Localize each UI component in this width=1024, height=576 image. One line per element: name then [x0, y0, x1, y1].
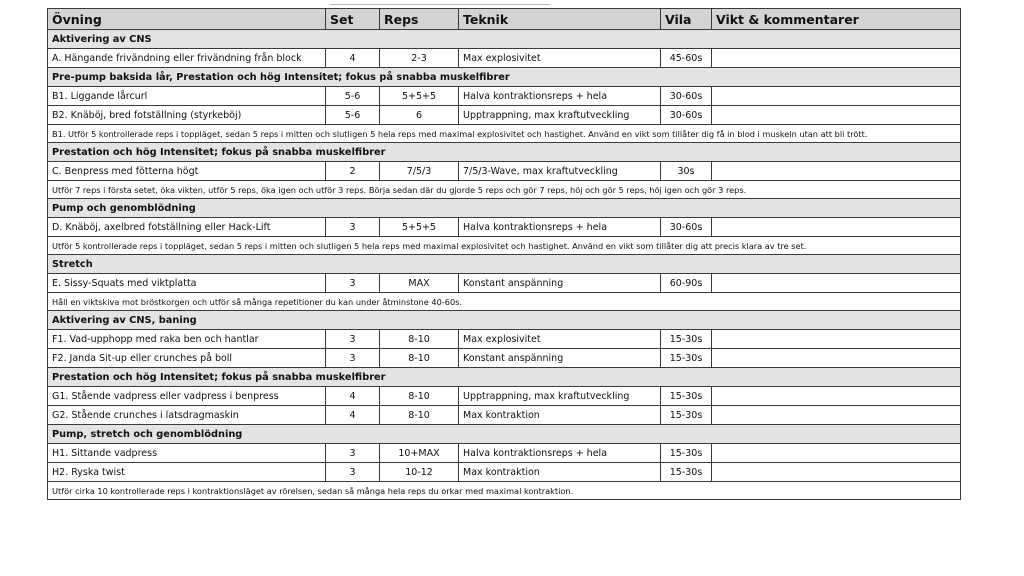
exercise-teknik: Max explosivitet — [459, 330, 661, 349]
note-row — [48, 482, 961, 500]
note-row — [48, 293, 961, 311]
exercise-kommentar — [712, 349, 961, 368]
exercise-kommentar — [712, 330, 961, 349]
exercise-kommentar — [712, 444, 961, 463]
exercise-teknik: Halva kontraktionsreps + hela — [459, 87, 661, 106]
section-title: Prestation och hög Intensitet; fokus på snabba muskelfibrer — [48, 143, 961, 162]
exercise-reps: 10-12 — [380, 463, 459, 482]
exercise-name: B1. Liggande lårcurl — [48, 87, 326, 106]
exercise-teknik: Max kontraktion — [459, 406, 661, 425]
exercise-row — [48, 406, 961, 425]
exercise-reps: 2-3 — [380, 49, 459, 68]
exercise-name: H2. Ryska twist — [48, 463, 326, 482]
workout-table — [47, 8, 961, 500]
exercise-teknik: Upptrappning, max kraftutveckling — [459, 106, 661, 125]
section-row — [48, 425, 961, 444]
exercise-kommentar — [712, 463, 961, 482]
exercise-row — [48, 444, 961, 463]
header-vila: Vila — [661, 9, 712, 30]
exercise-vila: 15-30s — [661, 330, 712, 349]
header-reps: Reps — [380, 9, 459, 30]
exercise-set: 2 — [326, 162, 380, 181]
exercise-kommentar — [712, 106, 961, 125]
exercise-name: C. Benpress med fötterna högt — [48, 162, 326, 181]
exercise-reps: 5+5+5 — [380, 218, 459, 237]
exercise-row — [48, 106, 961, 125]
exercise-set: 3 — [326, 274, 380, 293]
section-row — [48, 311, 961, 330]
exercise-reps: 8-10 — [380, 387, 459, 406]
exercise-name: E. Sissy-Squats med viktplatta — [48, 274, 326, 293]
header-vikt-kommentarer: Vikt & kommentarer — [712, 9, 961, 30]
section-row — [48, 68, 961, 87]
exercise-reps: 6 — [380, 106, 459, 125]
exercise-reps: MAX — [380, 274, 459, 293]
exercise-kommentar — [712, 162, 961, 181]
exercise-reps: 8-10 — [380, 349, 459, 368]
exercise-row — [48, 387, 961, 406]
exercise-set: 3 — [326, 349, 380, 368]
header-teknik: Teknik — [459, 9, 661, 30]
exercise-reps: 10+MAX — [380, 444, 459, 463]
section-row — [48, 368, 961, 387]
exercise-teknik: Konstant anspänning — [459, 349, 661, 368]
exercise-set: 3 — [326, 444, 380, 463]
exercise-vila: 15-30s — [661, 349, 712, 368]
exercise-name: F2. Janda Sit-up eller crunches på boll — [48, 349, 326, 368]
exercise-set: 3 — [326, 330, 380, 349]
section-title: Prestation och hög Intensitet; fokus på snabba muskelfibrer — [48, 368, 961, 387]
section-title: Pump och genomblödning — [48, 199, 961, 218]
exercise-vila: 15-30s — [661, 406, 712, 425]
exercise-row — [48, 274, 961, 293]
exercise-vila: 30-60s — [661, 87, 712, 106]
exercise-row — [48, 49, 961, 68]
exercise-row — [48, 218, 961, 237]
exercise-kommentar — [712, 87, 961, 106]
exercise-vila: 30-60s — [661, 218, 712, 237]
exercise-reps: 8-10 — [380, 330, 459, 349]
exercise-row — [48, 330, 961, 349]
exercise-set: 4 — [326, 49, 380, 68]
exercise-reps: 5+5+5 — [380, 87, 459, 106]
note-text: B1. Utför 5 kontrollerade reps i toppläget, sedan 5 reps i mitten och slutligen 5 hela reps med maximal explosivitet och hastighet. Använd en vikt som tillåter dig få in blod i muskeln utan att bli trött. — [48, 125, 961, 143]
header-row — [48, 9, 961, 30]
section-title: Pre-pump baksida lår, Prestation och hög Intensitet; fokus på snabba muskelfibrer — [48, 68, 961, 87]
exercise-set: 3 — [326, 218, 380, 237]
section-title: Aktivering av CNS, baning — [48, 311, 961, 330]
exercise-vila: 15-30s — [661, 387, 712, 406]
note-text: Utför 7 reps i första setet, öka vikten, utför 5 reps, öka igen och utför 3 reps. Börja sedan där du gjorde 5 reps och gör 7 reps, höj och gör 5 reps, höj igen och gör 3 reps. — [48, 181, 961, 199]
exercise-teknik: Halva kontraktionsreps + hela — [459, 218, 661, 237]
exercise-name: B2. Knäböj, bred fotställning (styrkeböj) — [48, 106, 326, 125]
exercise-reps: 7/5/3 — [380, 162, 459, 181]
exercise-set: 5-6 — [326, 106, 380, 125]
exercise-name: G2. Stående crunches i latsdragmaskin — [48, 406, 326, 425]
note-text: Utför cirka 10 kontrollerade reps i kontraktionsläget av rörelsen, sedan så många hela reps du orkar med maximal kontraktion. — [48, 482, 961, 500]
exercise-kommentar — [712, 218, 961, 237]
exercise-vila: 45-60s — [661, 49, 712, 68]
exercise-vila: 30s — [661, 162, 712, 181]
exercise-name: G1. Stående vadpress eller vadpress i benpress — [48, 387, 326, 406]
exercise-kommentar — [712, 387, 961, 406]
exercise-vila: 15-30s — [661, 444, 712, 463]
exercise-row — [48, 87, 961, 106]
section-title: Stretch — [48, 255, 961, 274]
exercise-name: D. Knäböj, axelbred fotställning eller Hack-Lift — [48, 218, 326, 237]
exercise-teknik: Upptrappning, max kraftutveckling — [459, 387, 661, 406]
note-text: Håll en viktskiva mot bröstkorgen och utför så många repetitioner du kan under åtminstone 40-60s. — [48, 293, 961, 311]
section-title: Pump, stretch och genomblödning — [48, 425, 961, 444]
exercise-set: 3 — [326, 463, 380, 482]
exercise-name: A. Hängande frivändning eller frivändning från block — [48, 49, 326, 68]
exercise-row — [48, 162, 961, 181]
exercise-vila: 30-60s — [661, 106, 712, 125]
note-text: Utför 5 kontrollerade reps i toppläget, sedan 5 reps i mitten och slutligen 5 hela reps med maximal explosivitet och hastighet. Använd en vikt som tillåter dig att precis klara av tre set. — [48, 237, 961, 255]
exercise-reps: 8-10 — [380, 406, 459, 425]
exercise-teknik: 7/5/3-Wave, max kraftutveckling — [459, 162, 661, 181]
note-row — [48, 125, 961, 143]
section-row — [48, 199, 961, 218]
exercise-vila: 15-30s — [661, 463, 712, 482]
exercise-kommentar — [712, 274, 961, 293]
exercise-row — [48, 463, 961, 482]
exercise-teknik: Halva kontraktionsreps + hela — [459, 444, 661, 463]
exercise-teknik: Max kontraktion — [459, 463, 661, 482]
note-row — [48, 237, 961, 255]
exercise-set: 4 — [326, 387, 380, 406]
exercise-kommentar — [712, 49, 961, 68]
cropped-heading-edge — [330, 0, 550, 5]
exercise-vila: 60-90s — [661, 274, 712, 293]
section-row — [48, 255, 961, 274]
exercise-teknik: Max explosivitet — [459, 49, 661, 68]
exercise-kommentar — [712, 406, 961, 425]
section-title: Aktivering av CNS — [48, 30, 961, 49]
exercise-name: F1. Vad-upphopp med raka ben och hantlar — [48, 330, 326, 349]
section-row — [48, 30, 961, 49]
note-row — [48, 181, 961, 199]
exercise-teknik: Konstant anspänning — [459, 274, 661, 293]
section-row — [48, 143, 961, 162]
exercise-set: 4 — [326, 406, 380, 425]
exercise-name: H1. Sittande vadpress — [48, 444, 326, 463]
header-set: Set — [326, 9, 380, 30]
exercise-set: 5-6 — [326, 87, 380, 106]
exercise-row — [48, 349, 961, 368]
header-ovning: Övning — [48, 9, 326, 30]
